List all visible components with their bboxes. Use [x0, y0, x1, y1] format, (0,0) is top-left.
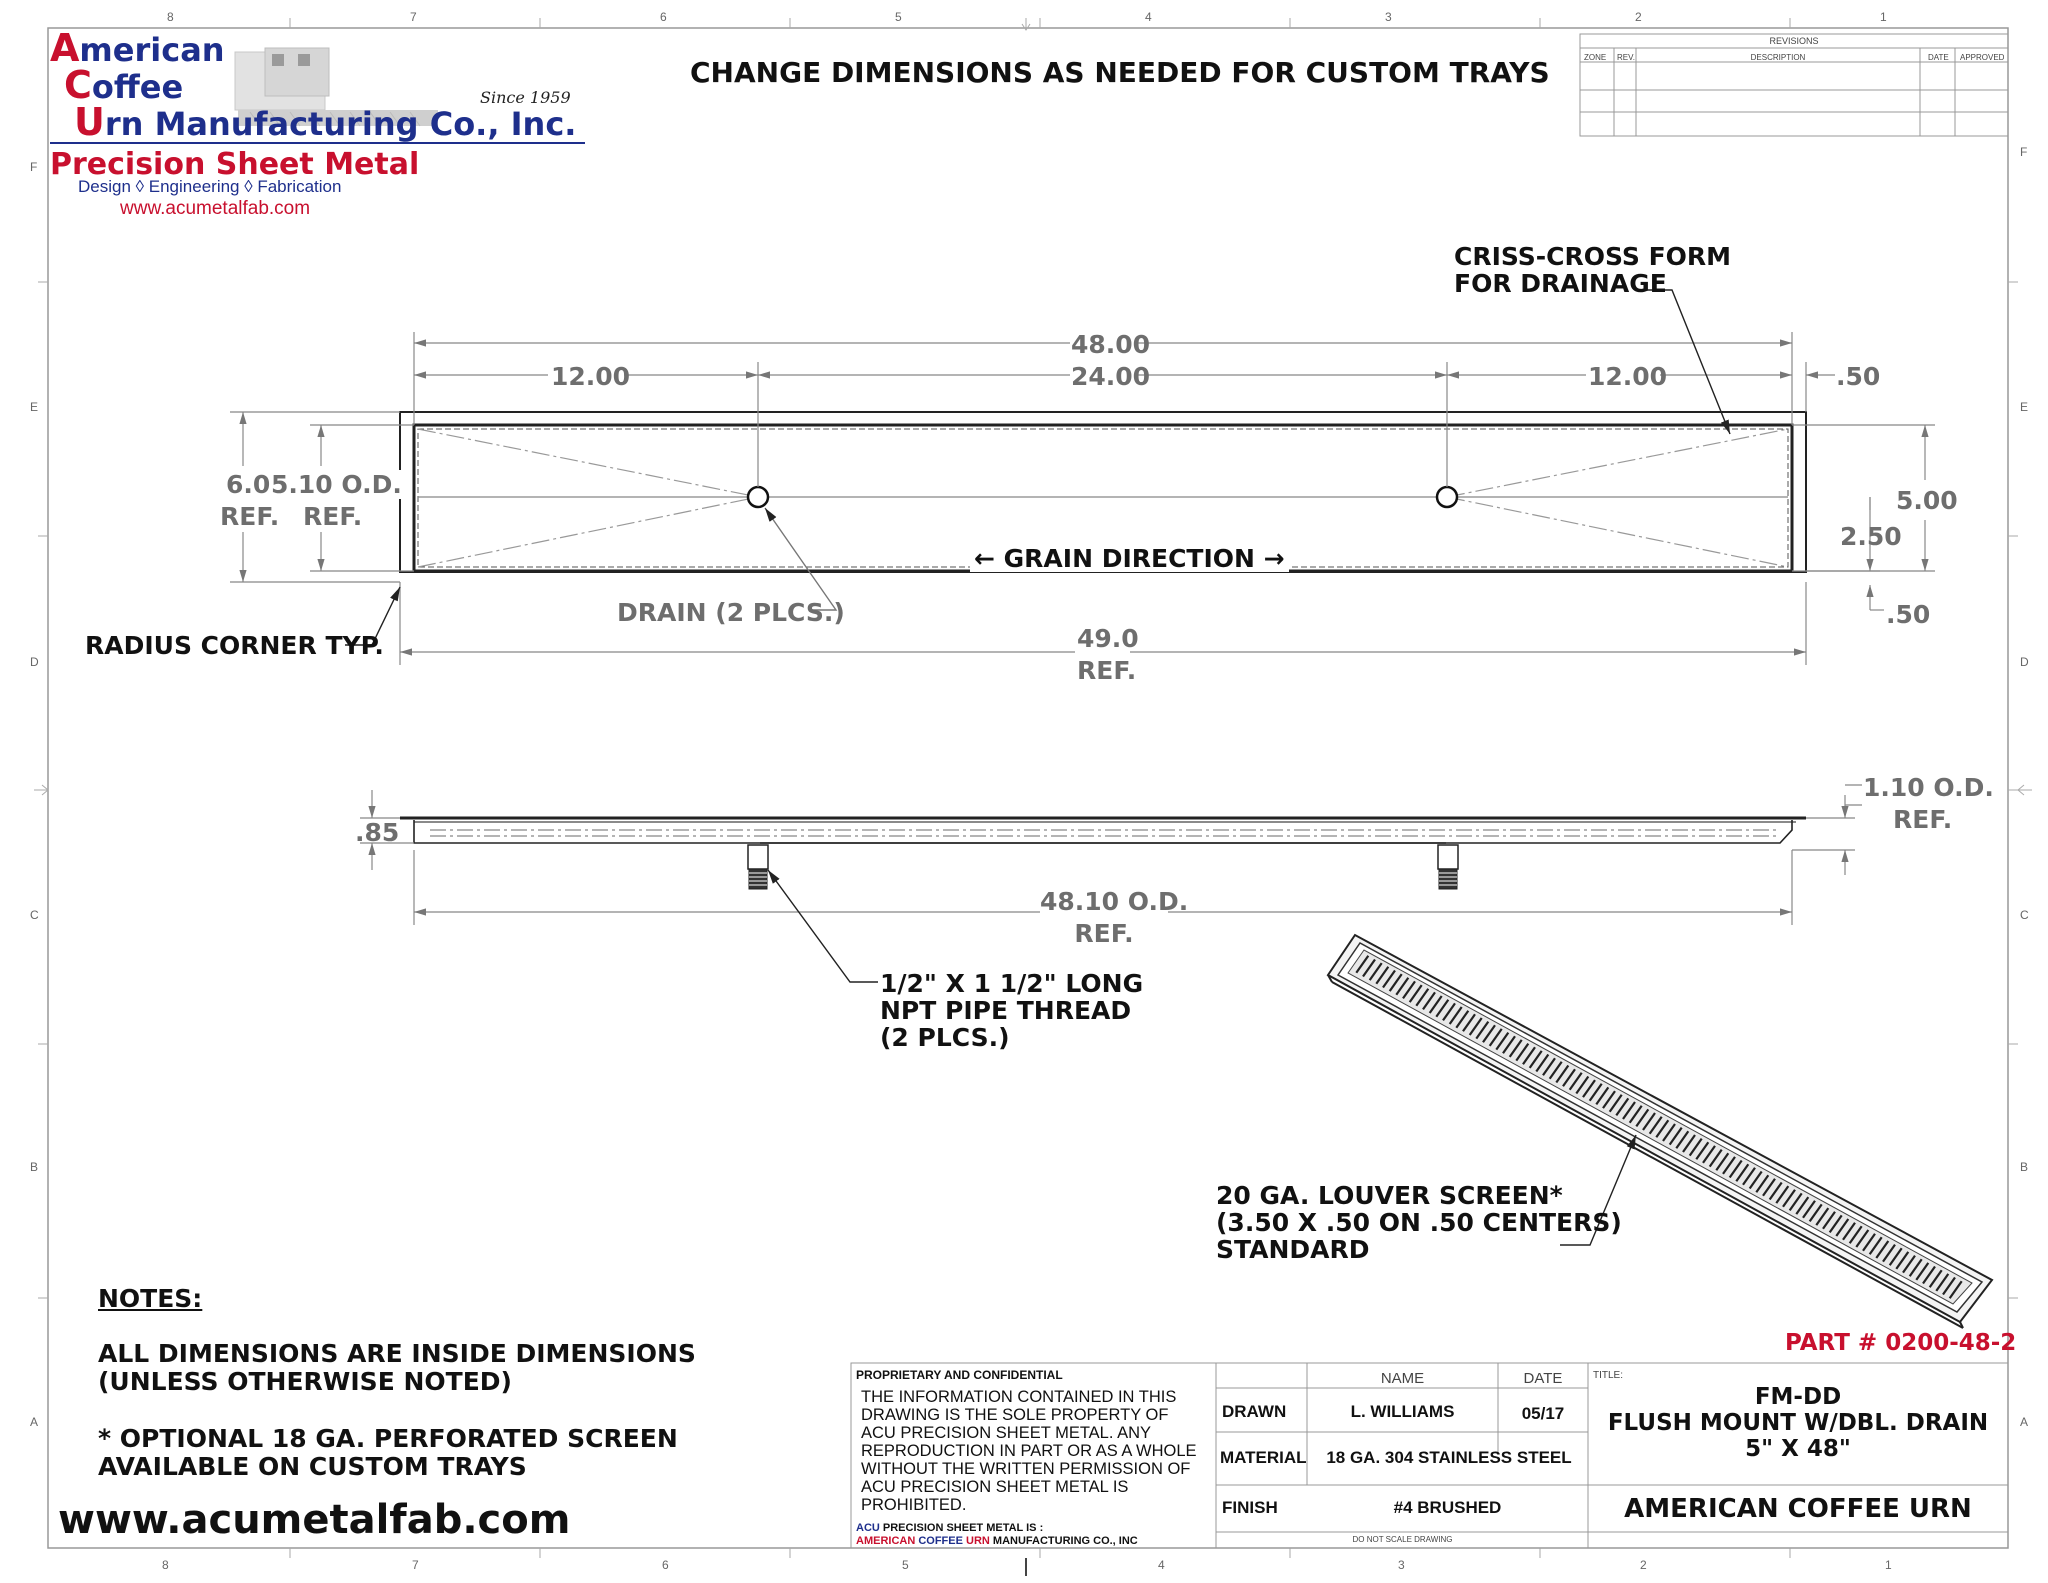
dim-od-height-ref: REF. — [303, 502, 363, 531]
louver-screen-label-line2: (3.50 X .50 ON .50 CENTERS) — [1216, 1208, 1622, 1237]
drawn-name: L. WILLIAMS — [1350, 1402, 1455, 1421]
logo-brand: Precision Sheet Metal — [50, 147, 420, 182]
logo-line-1: merican — [79, 31, 225, 69]
revisions-col-description: DESCRIPTION — [1750, 53, 1806, 62]
pipe-thread-right — [1438, 845, 1458, 889]
zone-row-c: C — [30, 908, 39, 922]
grain-direction-label: ← GRAIN DIRECTION → — [970, 545, 1289, 572]
drain-hole-left — [748, 487, 768, 507]
drawn-date: 05/17 — [1521, 1404, 1565, 1423]
logo-line-3: rn Manufacturing Co., Inc. — [104, 105, 577, 143]
zone-col-3: 3 — [1385, 10, 1392, 24]
zone-col-5-bottom: 5 — [902, 1558, 909, 1572]
zone-col-5: 5 — [895, 10, 902, 24]
isometric-tray-view — [1328, 935, 1992, 1328]
side-view — [400, 818, 1806, 889]
note-1-line-1: ALL DIMENSIONS ARE INSIDE DIMENSIONS — [98, 1339, 696, 1368]
title-line-1: FM-DD — [1754, 1384, 1842, 1410]
criss-cross-label-line1: CRISS-CROSS FORM — [1454, 242, 1732, 271]
dim-od-height-5-10: 5.10 O.D. — [271, 470, 402, 499]
acu-manufacturing: MANUFACTURING CO., INC — [989, 1535, 1138, 1547]
proprietary-line: ACU PRECISION SHEET METAL IS — [861, 1478, 1129, 1496]
proprietary-line: ACU PRECISION SHEET METAL. ANY — [861, 1424, 1152, 1442]
zone-row-e: E — [30, 400, 39, 414]
logo-letter-a: A — [50, 26, 80, 70]
dim-outer-length-49: 49.0 — [1077, 624, 1139, 653]
dim-od-depth-1-10: 1.10 O.D. — [1863, 773, 1994, 802]
louver-screen-label-line3: STANDARD — [1216, 1235, 1370, 1264]
drain-label: DRAIN (2 PLCS.) — [617, 598, 845, 627]
revisions-table — [1580, 34, 2008, 136]
drawn-label: DRAWN — [1222, 1402, 1287, 1421]
zone-row-a: A — [30, 1415, 39, 1429]
proprietary-line: WITHOUT THE WRITTEN PERMISSION OF — [861, 1460, 1191, 1478]
revisions-title: REVISIONS — [1769, 36, 1819, 46]
finish-value: #4 BRUSHED — [1393, 1498, 1502, 1517]
pipe-leader — [768, 870, 878, 982]
zone-col-7: 7 — [410, 10, 417, 24]
logo-since: Since 1959 — [480, 88, 571, 107]
zone-row-d-right: D — [2020, 655, 2029, 669]
name-header: NAME — [1380, 1370, 1425, 1387]
zone-col-2-bottom: 2 — [1640, 1558, 1647, 1572]
footer-url[interactable]: www.acumetalfab.com — [58, 1497, 571, 1543]
zone-row-b: B — [30, 1160, 39, 1174]
pipe-label-line3: (2 PLCS.) — [880, 1023, 1010, 1052]
notes-heading: NOTES: — [98, 1284, 203, 1313]
drain-hole-right — [1437, 487, 1457, 507]
proprietary-line: REPRODUCTION IN PART OR AS A WHOLE — [861, 1442, 1197, 1460]
zone-col-2: 2 — [1635, 10, 1642, 24]
acu-line — [856, 1522, 1043, 1534]
dim-edge-bottom-50: .50 — [1886, 600, 1931, 629]
finish-label: FINISH — [1222, 1498, 1278, 1517]
logo-letter-c: C — [64, 63, 92, 107]
pipe-thread-left — [748, 845, 768, 889]
dim-od-length-48-10: 48.10 O.D. — [1040, 887, 1189, 916]
revisions-col-date: DATE — [1928, 53, 1949, 62]
date-header: DATE — [1523, 1370, 1563, 1387]
material-value: 18 GA. 304 STAINLESS STEEL — [1326, 1448, 1572, 1467]
company-name: AMERICAN COFFEE URN — [1624, 1494, 1972, 1524]
logo-line-2: offee — [91, 68, 184, 106]
revisions-col-approved: APPROVED — [1960, 53, 2005, 62]
zone-col-1: 1 — [1880, 10, 1887, 24]
proprietary-text — [861, 1388, 1197, 1514]
acu-prefix: ACU — [856, 1522, 880, 1534]
revisions-col-zone: ZONE — [1584, 53, 1607, 62]
material-label: MATERIAL — [1220, 1448, 1307, 1467]
proprietary-line: DRAWING IS THE SOLE PROPERTY OF — [861, 1406, 1169, 1424]
zone-col-1-bottom: 1 — [1885, 1558, 1892, 1572]
title-label: TITLE: — [1593, 1370, 1624, 1381]
criss-cross-label-line2: FOR DRAINAGE — [1454, 269, 1667, 298]
pipe-label-line1: 1/2" X 1 1/2" LONG — [880, 969, 1144, 998]
pipe-label-line2: NPT PIPE THREAD — [880, 996, 1132, 1025]
acu-urn: URN — [966, 1535, 990, 1547]
title-line-3: 5" X 48" — [1745, 1436, 1851, 1462]
zone-col-4-bottom: 4 — [1158, 1558, 1165, 1572]
zone-col-7-bottom: 7 — [412, 1558, 419, 1572]
logo-tagline: Design ◊ Engineering ◊ Fabrication — [78, 177, 342, 196]
dim-left-12: 12.00 — [551, 362, 631, 391]
zone-row-f-right: F — [2020, 145, 2028, 159]
dim-height-5: 5.00 — [1896, 486, 1958, 515]
dim-outer-height-6: 6.0 — [226, 470, 271, 499]
zone-row-d: D — [30, 655, 39, 669]
zone-row-f: F — [30, 160, 38, 174]
dim-half-height-2-5: 2.50 — [1840, 522, 1902, 551]
acu-coffee: COFFEE — [915, 1535, 967, 1547]
proprietary-line: THE INFORMATION CONTAINED IN THIS — [861, 1388, 1177, 1406]
zone-col-6: 6 — [660, 10, 667, 24]
zone-col-3-bottom: 3 — [1398, 1558, 1405, 1572]
zone-row-a-right: A — [2020, 1415, 2029, 1429]
logo-url: www.acumetalfab.com — [120, 198, 311, 219]
dim-right-12: 12.00 — [1588, 362, 1668, 391]
title-line-2: FLUSH MOUNT W/DBL. DRAIN — [1607, 1410, 1989, 1436]
zone-row-e-right: E — [2020, 400, 2029, 414]
zone-col-8: 8 — [167, 10, 174, 24]
louver-screen-label-line1: 20 GA. LOUVER SCREEN* — [1216, 1181, 1563, 1210]
dim-overall-48: 48.00 — [1071, 330, 1151, 359]
dim-od-length-ref: REF. — [1074, 919, 1134, 948]
zone-row-b-right: B — [2020, 1160, 2029, 1174]
dim-od-depth-ref: REF. — [1893, 805, 1953, 834]
dim-center-24: 24.00 — [1071, 362, 1151, 391]
company-logo — [50, 26, 590, 230]
radius-corner-label: RADIUS CORNER TYP. — [85, 631, 384, 660]
revisions-col-rev: REV. — [1617, 53, 1635, 62]
do-not-scale-note: DO NOT SCALE DRAWING — [1352, 1535, 1453, 1544]
proprietary-line: PROHIBITED. — [861, 1496, 967, 1514]
acu-line-2 — [856, 1535, 1138, 1547]
page-title: CHANGE DIMENSIONS AS NEEDED FOR CUSTOM TRAYS — [690, 56, 1550, 89]
dim-outer-length-ref: REF. — [1077, 656, 1137, 685]
zone-col-4: 4 — [1145, 10, 1152, 24]
logo-letter-u: U — [74, 100, 105, 144]
acu-line-text: PRECISION SHEET METAL IS : — [879, 1522, 1044, 1534]
note-2-line-1: * OPTIONAL 18 GA. PERFORATED SCREEN — [98, 1424, 678, 1453]
note-2-line-2: AVAILABLE ON CUSTOM TRAYS — [98, 1452, 527, 1481]
zone-col-8-bottom: 8 — [162, 1558, 169, 1572]
acu-american: AMERICAN — [856, 1535, 916, 1547]
dim-edge-top-50: .50 — [1836, 362, 1881, 391]
zone-col-6-bottom: 6 — [662, 1558, 669, 1572]
part-number: PART # 0200-48-2 — [1785, 1330, 2017, 1356]
dim-outer-height-ref: REF. — [220, 502, 280, 531]
proprietary-heading: PROPRIETARY AND CONFIDENTIAL — [856, 1368, 1063, 1382]
dim-depth-85: .85 — [355, 818, 400, 847]
zone-row-c-right: C — [2020, 908, 2029, 922]
note-1-line-2: (UNLESS OTHERWISE NOTED) — [98, 1367, 512, 1396]
